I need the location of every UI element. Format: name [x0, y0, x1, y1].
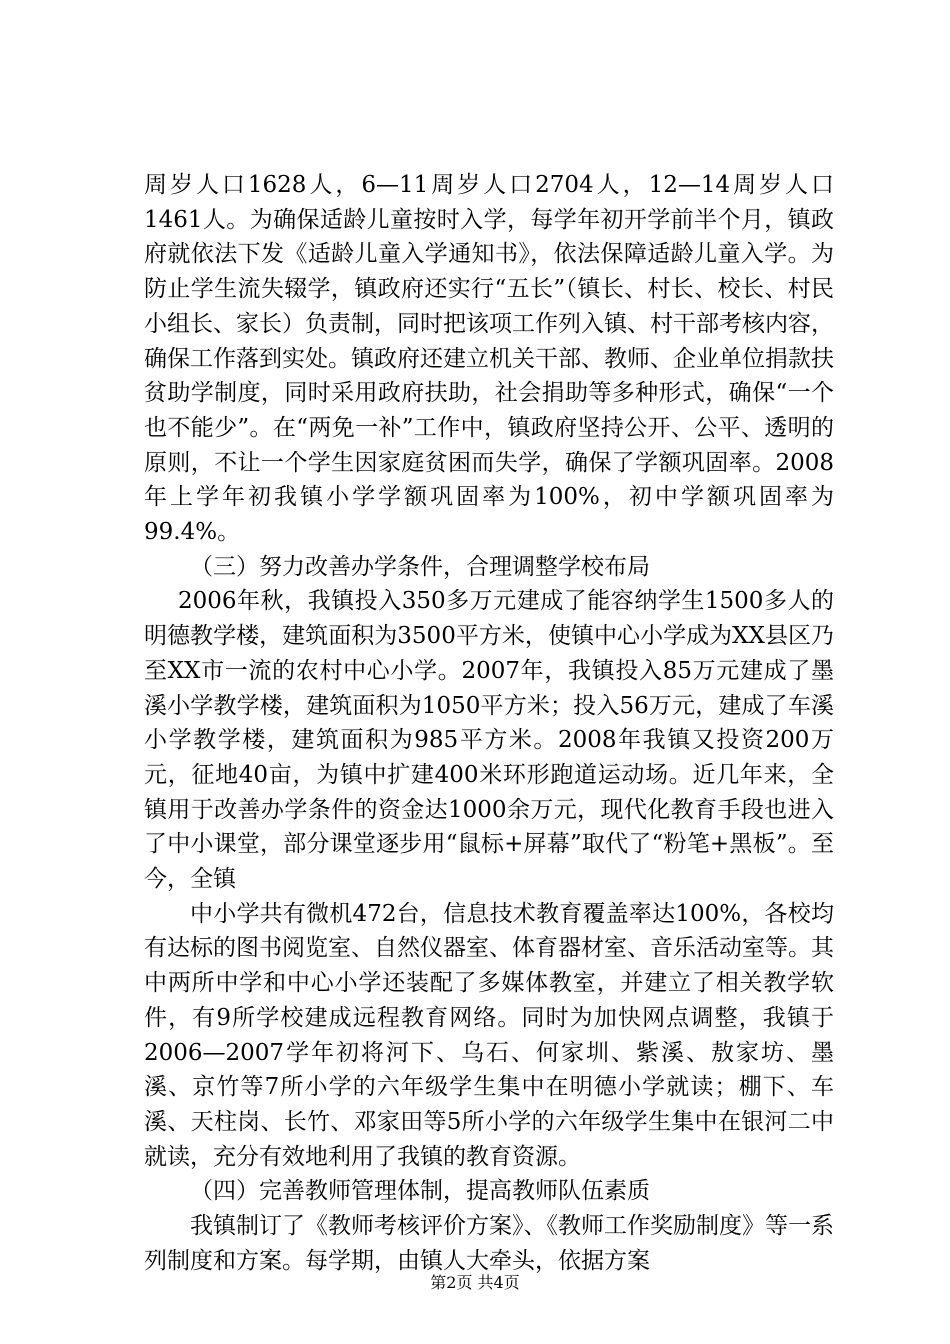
paragraph-teacher-evaluation: 我镇制订了《教师考核评价方案》、《教师工作奖励制度》等一系列制度和方案。每学期，由镇人大牵头，依据方案	[144, 1213, 834, 1274]
page-footer: 第2页 共4页	[430, 1273, 520, 1292]
heading-section-3: （三）努力改善办学条件，合理调整学校布局	[190, 553, 650, 580]
paragraph-enrollment: 周岁人口1628人，6—11周岁人口2704人，12—14周岁人口1461人。为确保适龄儿童按时入学，每学年初开学前半个月，镇政府就依法下发《适龄儿童入学通知书》，依法保障适龄儿童入学。为防止学生流失辍学，镇政府还实行“五长”（镇长、村长、校长、村民小组长、家长）负责制，同时把该项工作列入镇、村干部考核内容，确保工作落到实处。镇政府还建立机关干部、教师、企业单位捐款扶贫助学制度，同时采用政府扶助，社会捐助等多种形式，确保“一个也不能少”。在“两免一补”工作中，镇政府坚持公开、公平、透明的原则，不让一个学生因家庭贫困而失学，确保了学额巩固率。2008年上学年初我镇小学学额巩固率为100%，初中学额巩固率为99.4%。	[144, 172, 834, 546]
paragraph-school-buildings: 2006年秋，我镇投入350多万元建成了能容纳学生1500多人的明德教学楼，建筑面积为3500平方米，使镇中心小学成为XX县区乃至XX市一流的农村中心小学。2007年，我镇投入85万元建成了墨溪小学教学楼，建筑面积为1050平方米；投入56万元，建成了车溪小学教学楼，建筑面积为985平方米。2008年我镇又投资200万元，征地40亩，为镇中扩建400米环形跑道运动场。近几年来，全镇用于改善办学条件的资金达1000余万元，现代化教育手段也进入了中小课堂，部分课堂逐步用“鼠标+屏幕”取代了“粉笔+黑板”。至今，全镇	[144, 588, 834, 893]
document-body	[144, 168, 834, 1279]
paragraph-computers: 中小学共有微机472台，信息技术教育覆盖率达100%，各校均有达标的图书阅览室、自然仪器室、体育器材室、音乐活动室等。其中两所中学和中心小学还装配了多媒体教室，并建立了相关教学软件，有9所学校建成远程教育网络。同时为加快网点调整，我镇于2006—2007学年初将河下、乌石、何家圳、紫溪、敖家坊、墨溪、京竹等7所小学的六年级学生集中在明德小学就读；棚下、车溪、天柱岗、长竹、邓家田等5所小学的六年级学生集中在银河二中就读，充分有效地利用了我镇的教育资源。	[144, 900, 834, 1170]
heading-section-4: （四）完善教师管理体制，提高教师队伍素质	[190, 1178, 650, 1205]
